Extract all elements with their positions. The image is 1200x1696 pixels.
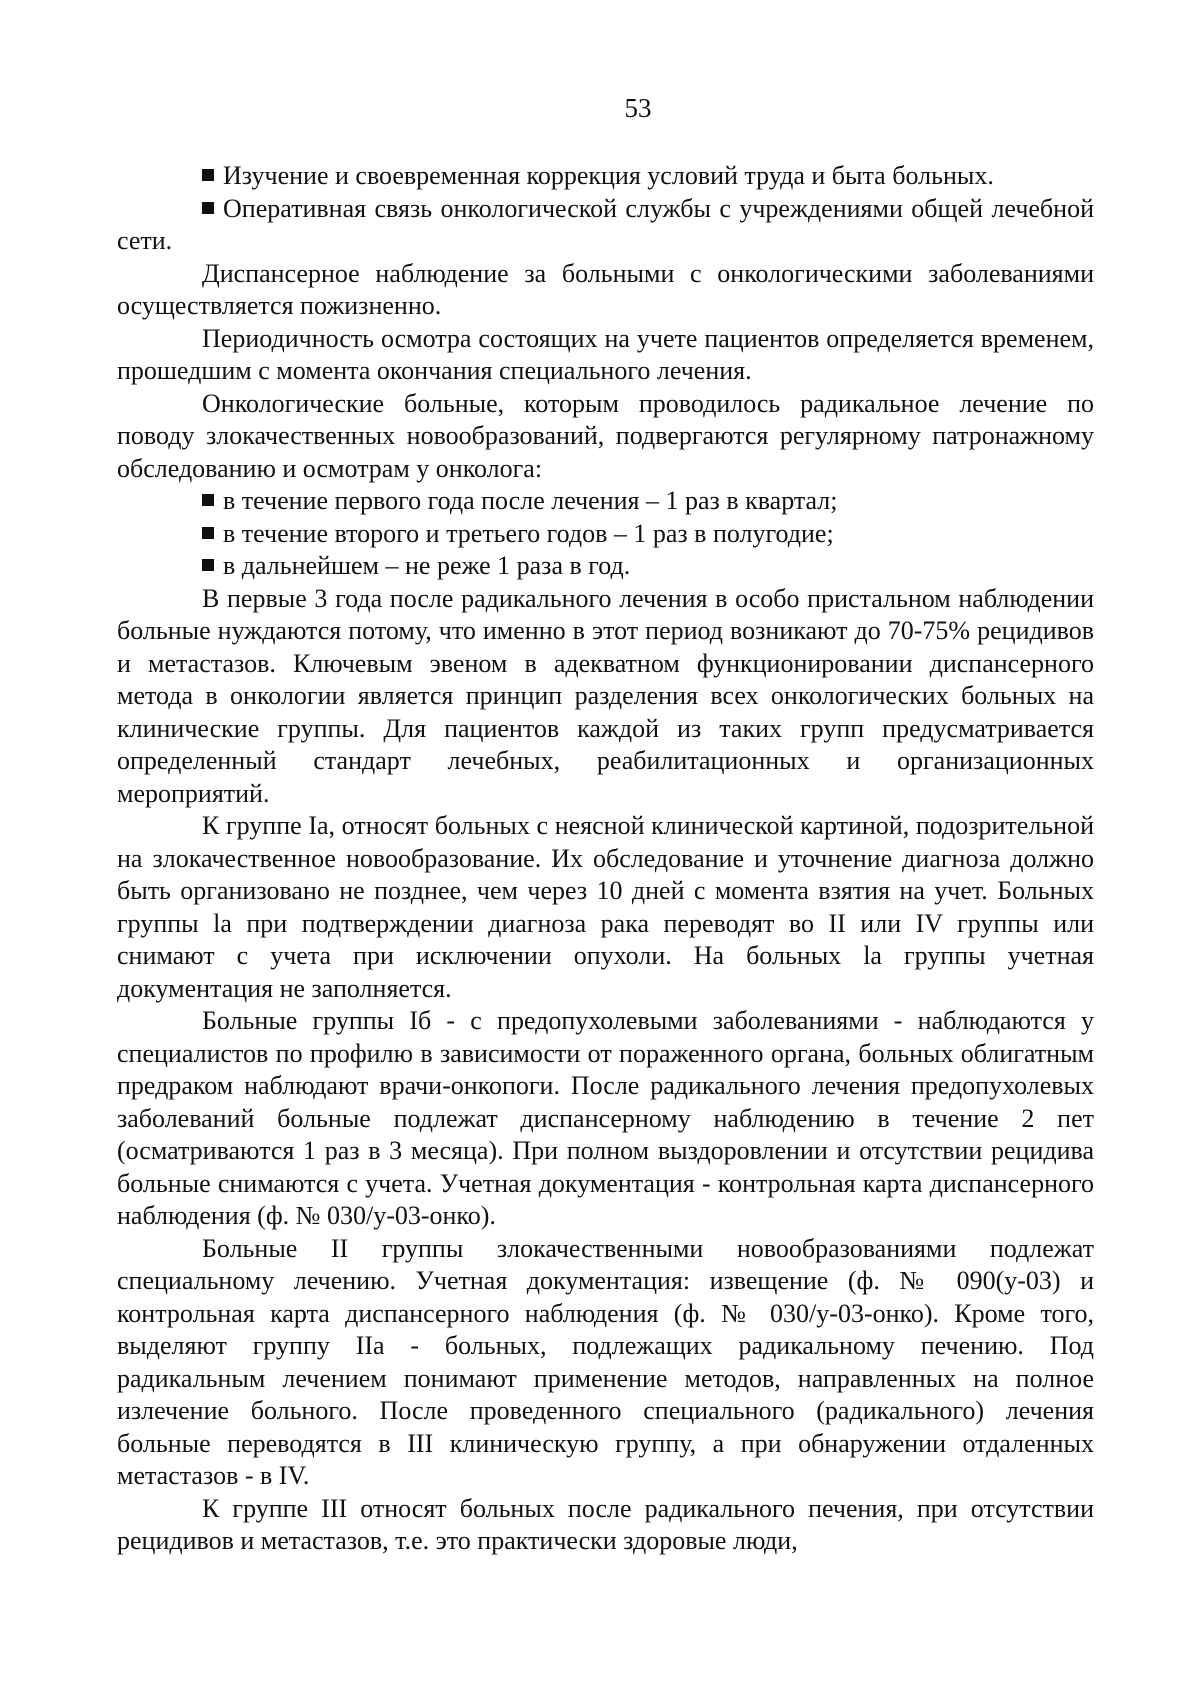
paragraph: В первые 3 года после радикального лечения в особо пристальном наблюдении больные нуждаются потому, что именно в этот период возникают до 70-75% рецидивов и метастазов. Ключевым эвеном в адекватном функционировании диспансерного метода в онкологии является принцип разделения всех онкологических больных на клинические группы. Для пациентов каждой из таких групп предусматривается определенный стандарт лечебных, реабилитационных и организационных мероприятий.: [117, 583, 1094, 808]
square-bullet-icon: [202, 527, 214, 539]
page-number: 53: [624, 93, 652, 123]
bullet-text: Изучение и своевременная коррекция условий труда и быта больных.: [223, 161, 994, 190]
paragraph: К группе III относят больных после радикального печения, при отсутствии рецидивов и метастазов, т.е. это практически здоровые люди,: [117, 1493, 1094, 1555]
bullet-item: [117, 485, 1094, 518]
bullet-text: в течение первого года после лечения – 1 раз в квартал;: [223, 486, 838, 515]
bullet-text: Оперативная связь онкологической службы с учреждениями общей лечебной сети.: [117, 193, 1094, 255]
bullet-item: [117, 160, 1094, 193]
bullet-item: [117, 193, 1094, 258]
paragraph: Онкологические больные, которым проводилось радикальное лечение по поводу злокачественных новообразований, подвергаются регулярному патронажному обследованию и осмотрам у онколога:: [117, 388, 1094, 483]
bullet-text: в течение второго и третьего годов – 1 раз в полугодие;: [223, 518, 834, 548]
square-bullet-icon: [202, 169, 214, 181]
bullet-item: [117, 550, 1094, 583]
bullet-text: в дальнейшем – не реже 1 раза в год.: [223, 551, 631, 580]
paragraph: К группе Ia, относят больных с неясной клинической картиной, подозрительной на злокачественное новообразование. Их обследование и уточнение диагноза должно быть организовано не позднее, чем через 10 дней с момента взятия на учет. Больных группы la при подтверждении диагноза рака переводят во II или IV группы или снимают с учета при исключении опухоли. На больных la группы учетная документация не заполняется.: [117, 811, 1094, 1003]
square-bullet-icon: [202, 559, 214, 571]
paragraph: Периодичность осмотра состоящих на учете пациентов определяется временем, прошедшим с момента окончания специального лечения.: [117, 323, 1094, 385]
document-body: [117, 160, 1094, 1558]
paragraph: Больные группы Iб - с предопухолевыми заболеваниями - наблюдаются у специалистов по профилю в зависимости от пораженного органа, больных облигатным предраком наблюдают врачи-онкопоги. После радикального лечения предопухолевых заболеваний больные подлежат диспансерному наблюдению в течение 2 пет (осматриваются 1 раз в 3 месяца). При полном выздоровлении и отсутствии рецидива больные снимаются с учета. Учетная документация - контрольная карта диспансерного наблюдения (ф. № 030/у-03-онко).: [117, 1006, 1094, 1230]
paragraph: Больные II группы злокачественными новообразованиями подлежат специальному лечению. Учетная документация: извещение (ф. № 090(у-03) и контрольная карта диспансерного наблюдения (ф. № 030/у-03-онко). Кроме того, выделяют группу IIa - больных, подлежащих радикальному печению. Под радикальным лечением понимают применение методов, направленных на полное излечение больного. После проведенного специального (радикального) лечения больные переводятся в III клиническую группу, а при обнаружении отдаленных метастазов - в IV.: [117, 1233, 1094, 1490]
square-bullet-icon: [202, 494, 214, 506]
square-bullet-icon: [202, 202, 214, 214]
bullet-item: [117, 518, 1094, 551]
paragraph: Диспансерное наблюдение за больными с онкологическими заболеваниями осуществляется пожизненно.: [117, 258, 1094, 320]
